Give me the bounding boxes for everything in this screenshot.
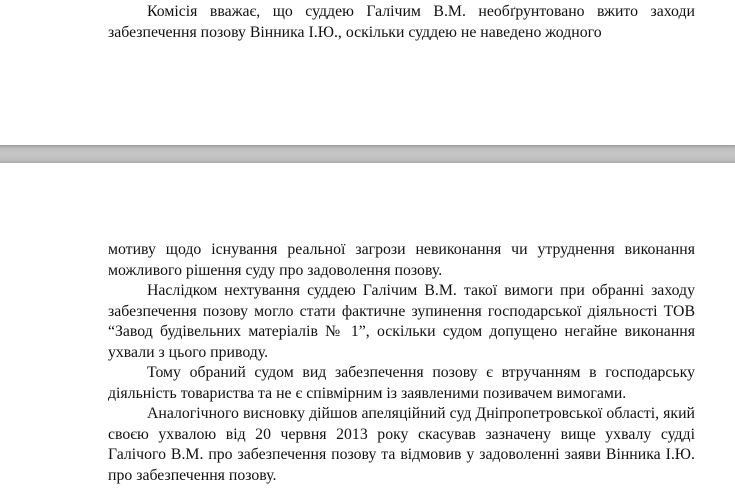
paragraph-interference: Тому обраний судом вид забезпечення позову є втручанням в господарську діяльність товариства та не є співмірним із заявленими позивачем вимогами. bbox=[108, 364, 695, 402]
paragraph-consequence: Наслідком нехтування суддею Галічим В.М. такої вимоги при обранні заходу забезпечення позову могло стати фактичне зупинення господарської діяльності ТОВ “Завод будівельних матеріалів № 1”, оскільки судом допущено негайне виконання ухвали з цього приводу. bbox=[108, 282, 695, 361]
document-page-top bbox=[0, 0, 735, 145]
paragraph-continuation: мотиву щодо існування реальної загрози невиконання чи утруднення виконання можливого рішення суду про задоволення позову. bbox=[108, 241, 695, 279]
document-page-bottom bbox=[0, 163, 735, 496]
page-separator bbox=[0, 145, 735, 163]
page-top-text bbox=[108, 2, 695, 43]
paragraph-appeal-court: Аналогічного висновку дійшов апеляційний суд Дніпропетровської області, який своєю ухвалою від 20 червня 2013 року скасував зазначену вище ухвалу судді Галічого В.М. про забезпечення позову та відмовив у задоволенні заяви Вінника І.Ю. про забезпечення позову. bbox=[108, 405, 695, 484]
page-bottom-text bbox=[108, 240, 695, 486]
paragraph-commission-opinion: Комісія вважає, що суддею Галічим В.М. необґрунтовано вжито заходи забезпечення позову Вінника І.Ю., оскільки суддею не наведено жодного bbox=[108, 3, 695, 41]
